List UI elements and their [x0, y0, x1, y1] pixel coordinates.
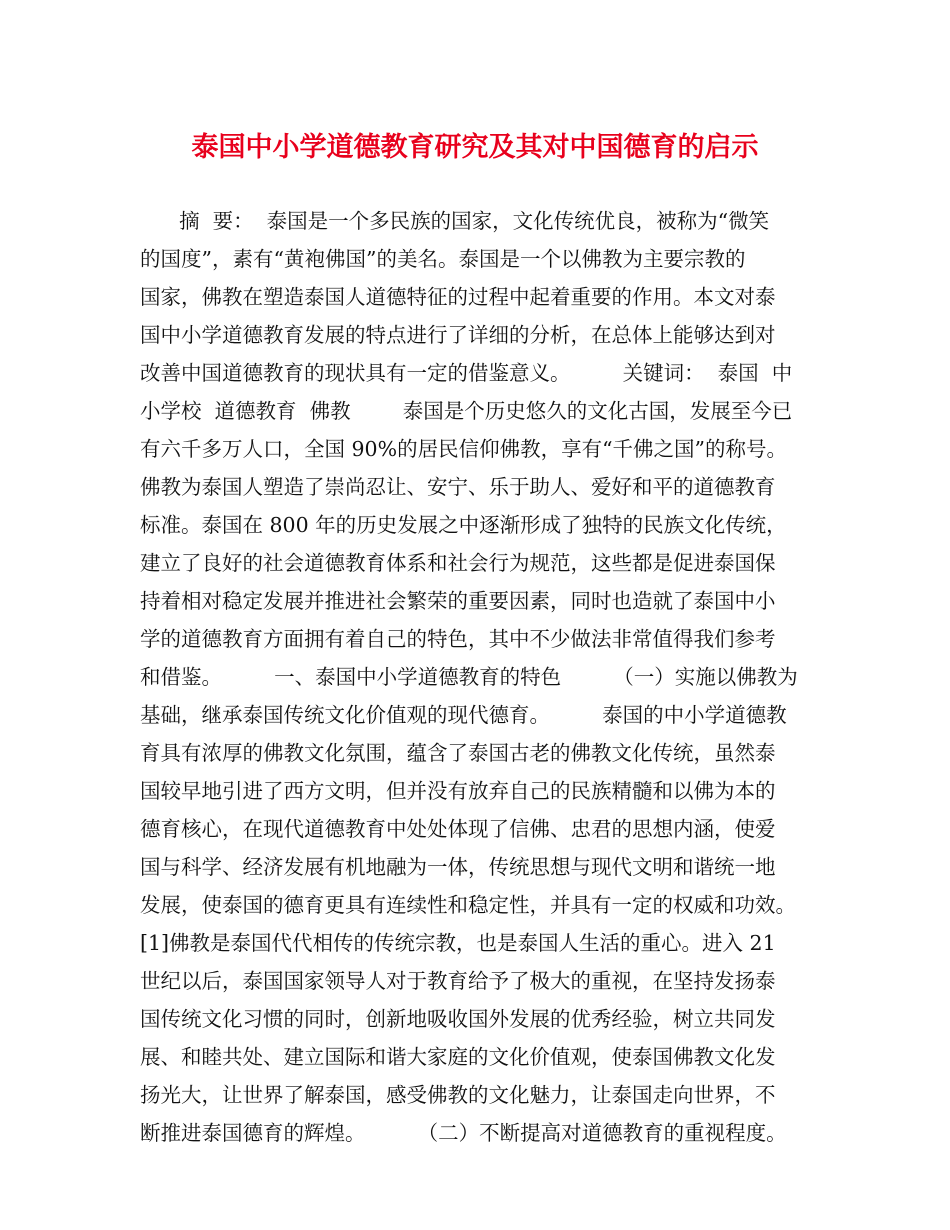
document-title: 泰国中小学道德教育研究及其对中国德育的启示: [191, 132, 759, 163]
body-line: 佛教为泰国人塑造了崇尚忍让、安宁、乐于助人、爱好和平的道德教育: [140, 475, 776, 499]
body-line: 小学校 道德教育 佛教 泰国是个历史悠久的文化古国，发展至今已: [140, 399, 793, 423]
body-line: 国较早地引进了西方文明，但并没有放弃自己的民族精髓和以佛为本的: [140, 779, 776, 803]
body-line: 国中小学道德教育发展的特点进行了详细的分析，在总体上能够达到对: [140, 323, 776, 347]
body-line: 世纪以后，泰国国家领导人对于教育给予了极大的重视，在坚持发扬泰: [140, 969, 776, 993]
body-line: 的国度”，素有“黄袍佛国”的美名。泰国是一个以佛教为主要宗教的: [140, 247, 746, 271]
document-body: [140, 202, 830, 1152]
body-line: 有六千多万人口，全国 90%的居民信仰佛教，享有“千佛之国”的称号。: [140, 437, 788, 461]
body-line: 德育核心，在现代道德教育中处处体现了信佛、忠君的思想内涵，使爱: [140, 817, 776, 841]
body-line: 持着相对稳定发展并推进社会繁荣的重要因素，同时也造就了泰国中小: [140, 589, 776, 613]
body-line: 学的道德教育方面拥有着自己的特色，其中不少做法非常值得我们参考: [140, 627, 776, 651]
body-line: 建立了良好的社会道德教育体系和社会行为规范，这些都是促进泰国保: [140, 551, 776, 575]
body-line: 国传统文化习惯的同时，创新地吸收国外发展的优秀经验，树立共同发: [140, 1007, 776, 1031]
body-line: 改善中国道德教育的现状具有一定的借鉴意义。 关键词： 泰国 中: [140, 361, 793, 385]
body-line: 断推进泰国德育的辉煌。 （二）不断提高对道德教育的重视程度。: [140, 1121, 787, 1145]
body-line: 标准。泰国在 800 年的历史发展之中逐渐形成了独特的民族文化传统，: [140, 513, 787, 537]
body-line: 展、和睦共处、建立国际和谐大家庭的文化价值观，使泰国佛教文化发: [140, 1045, 776, 1069]
body-line: 发展，使泰国的德育更具有连续性和稳定性，并具有一定的权威和功效。: [140, 893, 796, 917]
body-line: 国与科学、经济发展有机地融为一体，传统思想与现代文明和谐统一地: [140, 855, 776, 879]
body-line: 摘 要： 泰国是一个多民族的国家，文化传统优良，被称为“微笑: [140, 209, 770, 233]
body-line: 基础，继承泰国传统文化价值观的现代德育。 泰国的中小学道德教: [140, 703, 787, 727]
body-line: 育具有浓厚的佛教文化氛围，蕴含了泰国古老的佛教文化传统，虽然泰: [140, 741, 776, 765]
body-line: 扬光大，让世界了解泰国，感受佛教的文化魅力，让泰国走向世界，不: [140, 1083, 776, 1107]
body-line: 和借鉴。 一、泰国中小学道德教育的特色 （一）实施以佛教为: [140, 665, 798, 689]
body-line: 国家，佛教在塑造泰国人道德特征的过程中起着重要的作用。本文对泰: [140, 285, 776, 309]
body-line: [1]佛教是泰国代代相传的传统宗教，也是泰国人生活的重心。进入 21: [140, 931, 776, 955]
